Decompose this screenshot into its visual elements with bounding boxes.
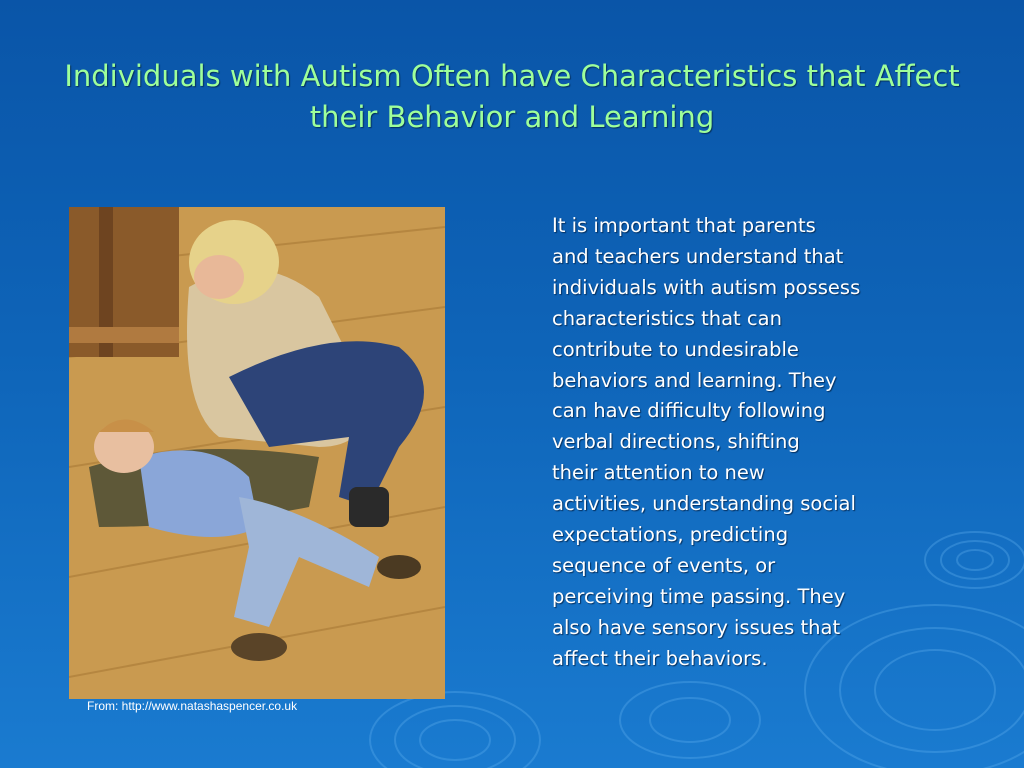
image-source-caption: From: http://www.natashaspencer.co.uk — [87, 699, 298, 713]
slide-body-text: It is important that parents and teachers understand that individuals with autism possess characteristics that can contribute to undesirable behaviors and learning. They can have difficulty following verbal directions, shifting their attention to new activities, understanding social expectations, predicting sequence of events, or perceiving time passing. They also have sensory issues that affect their behaviors. — [552, 214, 861, 670]
slide-title: Individuals with Autism Often have Characteristics that Affect their Behavior and Learning — [64, 59, 960, 134]
child-floor-photo — [69, 207, 445, 699]
